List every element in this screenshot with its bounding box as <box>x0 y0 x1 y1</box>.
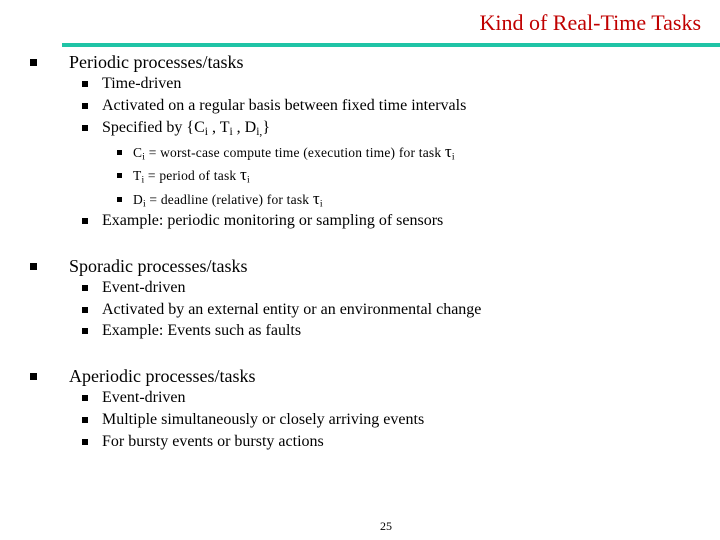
bullet-square-icon <box>82 307 88 313</box>
bullet-square-icon <box>82 439 88 445</box>
bullet-square-icon <box>117 197 122 202</box>
bullet-square-icon <box>82 218 88 224</box>
bullet-square-icon <box>82 417 88 423</box>
periodic-example-text: Example: periodic monitoring or sampling of sensors <box>102 212 444 229</box>
bullet-square-icon <box>30 59 37 66</box>
sporadic-heading: Sporadic processes/tasks <box>69 256 248 276</box>
aperiodic-heading: Aperiodic processes/tasks <box>69 366 256 386</box>
bullet-square-icon <box>117 150 122 155</box>
aperiodic-item-text: For bursty events or bursty actions <box>102 433 324 450</box>
slide-title: Kind of Real-Time Tasks <box>479 10 701 35</box>
page-number: 25 <box>380 519 392 533</box>
aperiodic-item-text: Multiple simultaneously or closely arriving events <box>102 411 425 428</box>
bullet-square-icon <box>82 328 88 334</box>
periodic-spec-text: Specified by {$C_i$ , $T_i$ , $D_{i,}$} <box>102 119 271 138</box>
sporadic-item-text: Example: Events such as faults <box>102 322 302 339</box>
title-underline <box>62 43 720 47</box>
bullet-square-icon <box>82 285 88 291</box>
bullet-square-icon <box>117 173 122 178</box>
bullet-square-icon <box>82 81 88 87</box>
bullet-square-icon <box>82 395 88 401</box>
periodic-item-text: Activated on a regular basis between fixed time intervals <box>102 97 467 114</box>
sporadic-item-text: Event-driven <box>102 279 186 296</box>
sporadic-item-text: Activated by an external entity or an environmental change <box>102 301 482 318</box>
periodic-item-text: Time-driven <box>102 75 182 92</box>
bullet-square-icon <box>82 103 88 109</box>
bullet-square-icon <box>30 373 37 380</box>
periodic-heading: Periodic processes/tasks <box>69 52 244 72</box>
bullet-square-icon <box>82 125 88 131</box>
bullet-square-icon <box>30 263 37 270</box>
aperiodic-item-text: Event-driven <box>102 389 186 406</box>
